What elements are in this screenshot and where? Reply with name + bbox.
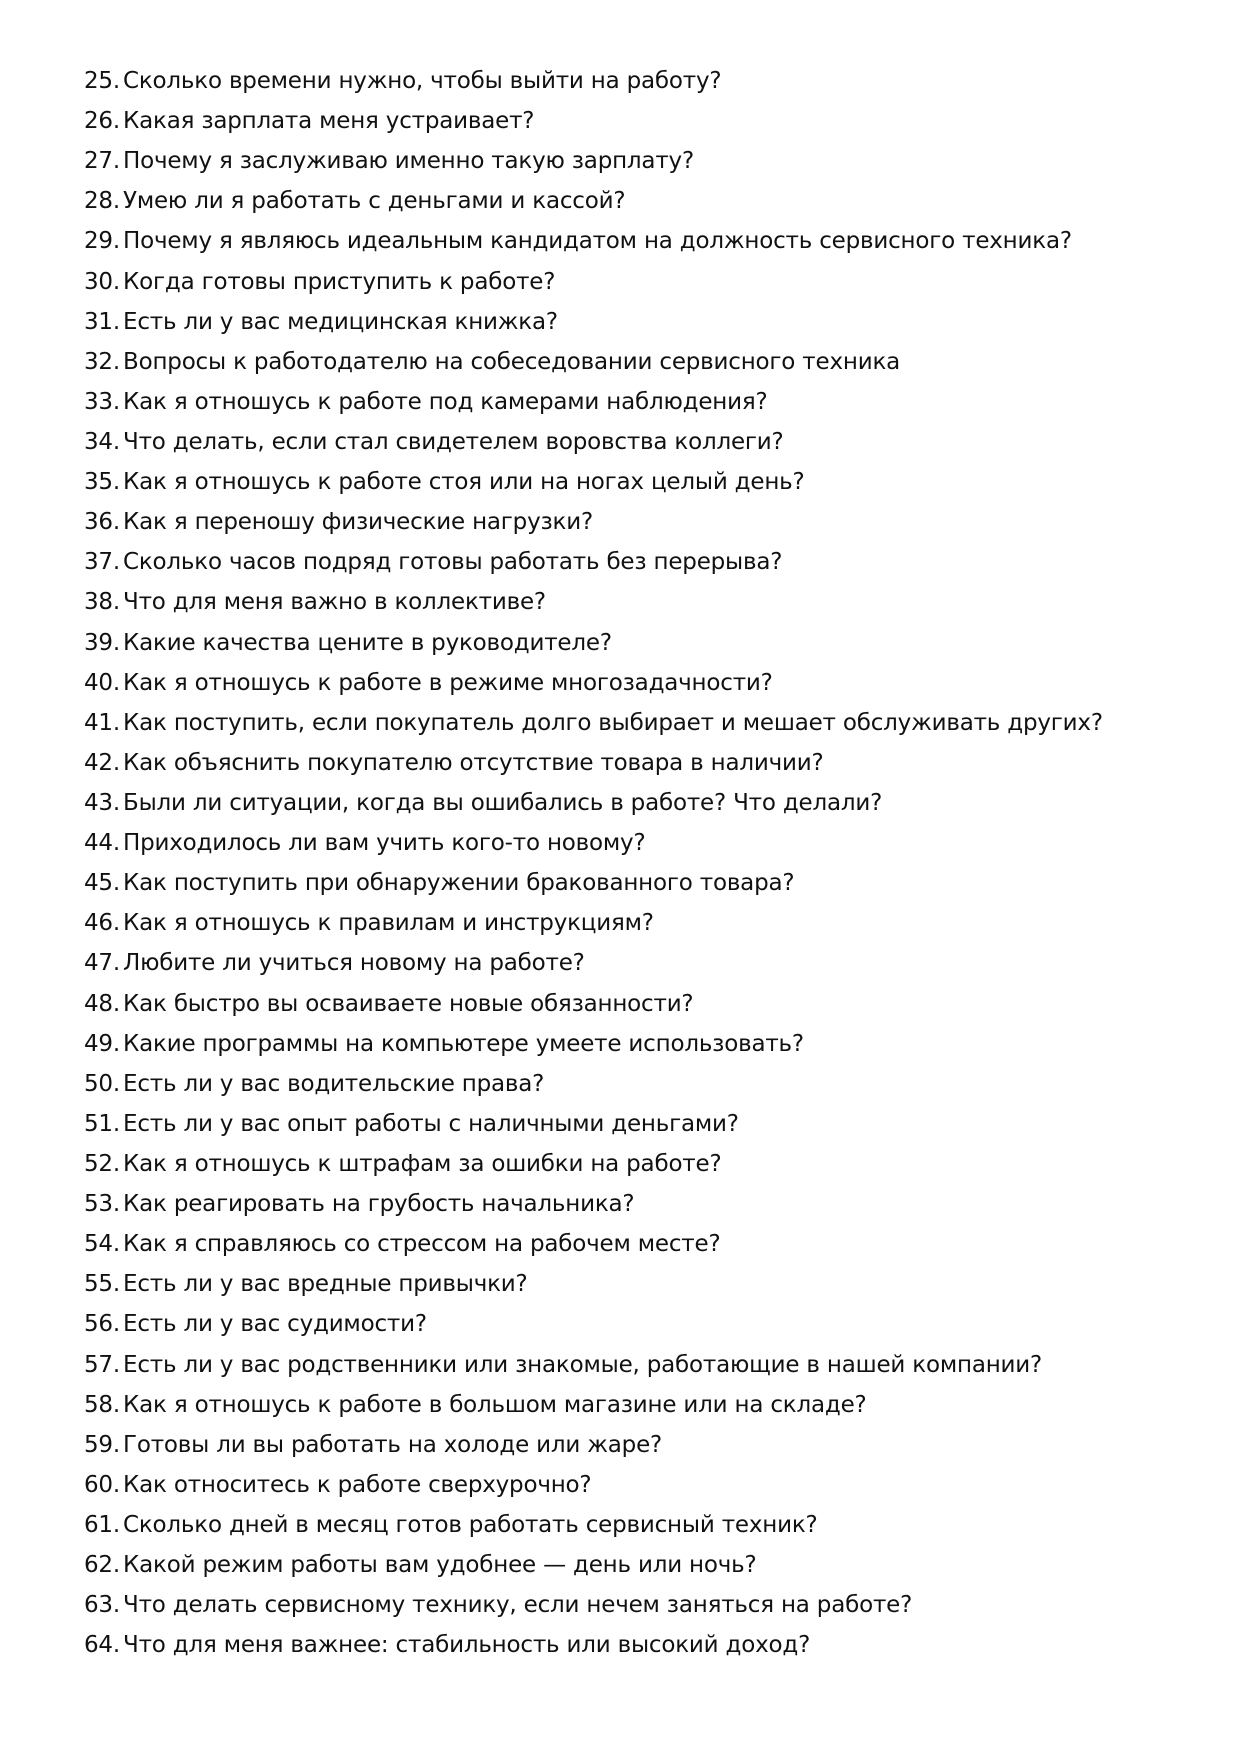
question-number: 61. bbox=[84, 1511, 120, 1538]
question-number: 64. bbox=[84, 1632, 120, 1659]
question-item bbox=[84, 1425, 1204, 1465]
question-item bbox=[84, 262, 1204, 302]
question-text: Любите ли учиться новому на работе? bbox=[123, 950, 585, 977]
question-text: Как объяснить покупателю отсутствие товара в наличии? bbox=[123, 749, 824, 776]
question-list bbox=[84, 61, 1204, 1665]
question-item bbox=[84, 1505, 1204, 1545]
question-text: Были ли ситуации, когда вы ошибались в работе? Что делали? bbox=[123, 789, 883, 816]
question-item bbox=[84, 101, 1204, 141]
question-item bbox=[84, 623, 1204, 663]
question-item bbox=[84, 943, 1204, 983]
question-item bbox=[84, 863, 1204, 903]
question-text: Умею ли я работать с деньгами и кассой? bbox=[123, 188, 626, 215]
question-item bbox=[84, 1224, 1204, 1264]
question-item bbox=[84, 1465, 1204, 1505]
question-number: 42. bbox=[84, 749, 120, 776]
question-item bbox=[84, 663, 1204, 703]
question-text: Как я справляюсь со стрессом на рабочем месте? bbox=[123, 1231, 721, 1258]
question-item bbox=[84, 1625, 1204, 1665]
question-number: 26. bbox=[84, 108, 120, 135]
question-item bbox=[84, 1304, 1204, 1344]
question-text: Сколько времени нужно, чтобы выйти на работу? bbox=[123, 68, 722, 94]
question-number: 46. bbox=[84, 910, 120, 937]
question-text: Сколько часов подряд готовы работать без перерыва? bbox=[123, 549, 783, 576]
question-text: Как я отношусь к работе в большом магазине или на складе? bbox=[123, 1391, 867, 1418]
question-number: 41. bbox=[84, 709, 120, 736]
question-item bbox=[84, 1024, 1204, 1064]
question-number: 49. bbox=[84, 1030, 120, 1057]
question-item bbox=[84, 1064, 1204, 1104]
question-text: Есть ли у вас судимости? bbox=[123, 1311, 427, 1338]
question-number: 59. bbox=[84, 1431, 120, 1458]
question-number: 55. bbox=[84, 1271, 120, 1298]
question-number: 56. bbox=[84, 1311, 120, 1338]
question-item bbox=[84, 382, 1204, 422]
question-item bbox=[84, 1104, 1204, 1144]
question-text: Что для меня важнее: стабильность или высокий доход? bbox=[123, 1632, 811, 1659]
question-text: Приходилось ли вам учить кого-то новому? bbox=[123, 830, 646, 857]
question-item bbox=[84, 984, 1204, 1024]
question-text: Какие качества цените в руководителе? bbox=[123, 629, 612, 656]
question-number: 38. bbox=[84, 589, 120, 616]
question-text: Как я отношусь к работе под камерами наблюдения? bbox=[123, 388, 768, 415]
question-text: Как я переношу физические нагрузки? bbox=[123, 509, 593, 536]
question-text: Как относитесь к работе сверхурочно? bbox=[123, 1471, 592, 1498]
question-item bbox=[84, 903, 1204, 943]
question-number: 29. bbox=[84, 228, 120, 255]
question-text: Как я отношусь к штрафам за ошибки на работе? bbox=[123, 1150, 722, 1177]
question-number: 37. bbox=[84, 549, 120, 576]
question-text: Какие программы на компьютере умеете использовать? bbox=[123, 1030, 804, 1057]
question-number: 39. bbox=[84, 629, 120, 656]
question-text: Почему я заслуживаю именно такую зарплату? bbox=[123, 148, 694, 175]
question-item bbox=[84, 582, 1204, 622]
question-item bbox=[84, 502, 1204, 542]
question-text: Как поступить при обнаружении бракованного товара? bbox=[123, 870, 795, 897]
question-number: 62. bbox=[84, 1552, 120, 1579]
question-text: Как я отношусь к правилам и инструкциям? bbox=[123, 910, 654, 937]
question-number: 48. bbox=[84, 990, 120, 1017]
question-item bbox=[84, 823, 1204, 863]
question-item bbox=[84, 1264, 1204, 1304]
question-text: Как поступить, если покупатель долго выбирает и мешает обслуживать других? bbox=[123, 709, 1103, 736]
question-item bbox=[84, 1545, 1204, 1585]
question-text: Есть ли у вас медицинская книжка? bbox=[123, 308, 558, 335]
question-number: 43. bbox=[84, 789, 120, 816]
question-item bbox=[84, 703, 1204, 743]
question-number: 63. bbox=[84, 1592, 120, 1619]
question-text: Какая зарплата меня устраивает? bbox=[123, 108, 535, 135]
question-number: 50. bbox=[84, 1070, 120, 1097]
question-text: Сколько дней в месяц готов работать сервисный техник? bbox=[123, 1511, 818, 1538]
question-number: 54. bbox=[84, 1231, 120, 1258]
question-text: Есть ли у вас вредные привычки? bbox=[123, 1271, 528, 1298]
question-number: 28. bbox=[84, 188, 120, 215]
question-item bbox=[84, 181, 1204, 221]
question-number: 47. bbox=[84, 950, 120, 977]
question-item bbox=[84, 783, 1204, 823]
question-item bbox=[84, 1385, 1204, 1425]
question-item bbox=[84, 422, 1204, 462]
question-text: Какой режим работы вам удобнее — день или ночь? bbox=[123, 1552, 757, 1579]
question-number: 53. bbox=[84, 1191, 120, 1218]
question-text: Готовы ли вы работать на холоде или жаре? bbox=[123, 1431, 663, 1458]
question-item bbox=[84, 462, 1204, 502]
question-text: Как я отношусь к работе стоя или на ногах целый день? bbox=[123, 469, 805, 496]
question-number: 60. bbox=[84, 1471, 120, 1498]
question-text: Что делать, если стал свидетелем воровства коллеги? bbox=[123, 428, 784, 455]
question-number: 57. bbox=[84, 1351, 120, 1378]
question-text: Есть ли у вас опыт работы с наличными деньгами? bbox=[123, 1110, 739, 1137]
question-number: 40. bbox=[84, 669, 120, 696]
question-text: Есть ли у вас водительские права? bbox=[123, 1070, 545, 1097]
question-text: Почему я являюсь идеальным кандидатом на должность сервисного техника? bbox=[123, 228, 1072, 255]
question-item bbox=[84, 141, 1204, 181]
question-item bbox=[84, 342, 1204, 382]
question-item bbox=[84, 743, 1204, 783]
question-number: 31. bbox=[84, 308, 120, 335]
question-number: 52. bbox=[84, 1150, 120, 1177]
question-number: 35. bbox=[84, 469, 120, 496]
question-item bbox=[84, 302, 1204, 342]
question-text: Что делать сервисному технику, если нечем заняться на работе? bbox=[123, 1592, 913, 1619]
question-text: Как быстро вы осваиваете новые обязанности? bbox=[123, 990, 694, 1017]
question-number: 51. bbox=[84, 1110, 120, 1137]
question-number: 25. bbox=[84, 68, 120, 94]
question-number: 32. bbox=[84, 348, 120, 375]
question-text: Вопросы к работодателю на собеседовании сервисного техника bbox=[123, 348, 901, 375]
question-number: 45. bbox=[84, 870, 120, 897]
question-item bbox=[84, 1345, 1204, 1385]
question-number: 30. bbox=[84, 268, 120, 295]
question-number: 36. bbox=[84, 509, 120, 536]
question-number: 27. bbox=[84, 148, 120, 175]
question-text: Как я отношусь к работе в режиме многозадачности? bbox=[123, 669, 773, 696]
question-item bbox=[84, 1144, 1204, 1184]
question-item bbox=[84, 61, 1204, 101]
question-item bbox=[84, 1184, 1204, 1224]
question-text: Как реагировать на грубость начальника? bbox=[123, 1191, 635, 1218]
question-item bbox=[84, 221, 1204, 261]
question-text: Есть ли у вас родственники или знакомые, работающие в нашей компании? bbox=[123, 1351, 1043, 1378]
question-text: Что для меня важно в коллективе? bbox=[123, 589, 546, 616]
question-number: 34. bbox=[84, 428, 120, 455]
question-text: Когда готовы приступить к работе? bbox=[123, 268, 556, 295]
question-number: 58. bbox=[84, 1391, 120, 1418]
question-item bbox=[84, 542, 1204, 582]
question-number: 44. bbox=[84, 830, 120, 857]
question-item bbox=[84, 1585, 1204, 1625]
question-number: 33. bbox=[84, 388, 120, 415]
